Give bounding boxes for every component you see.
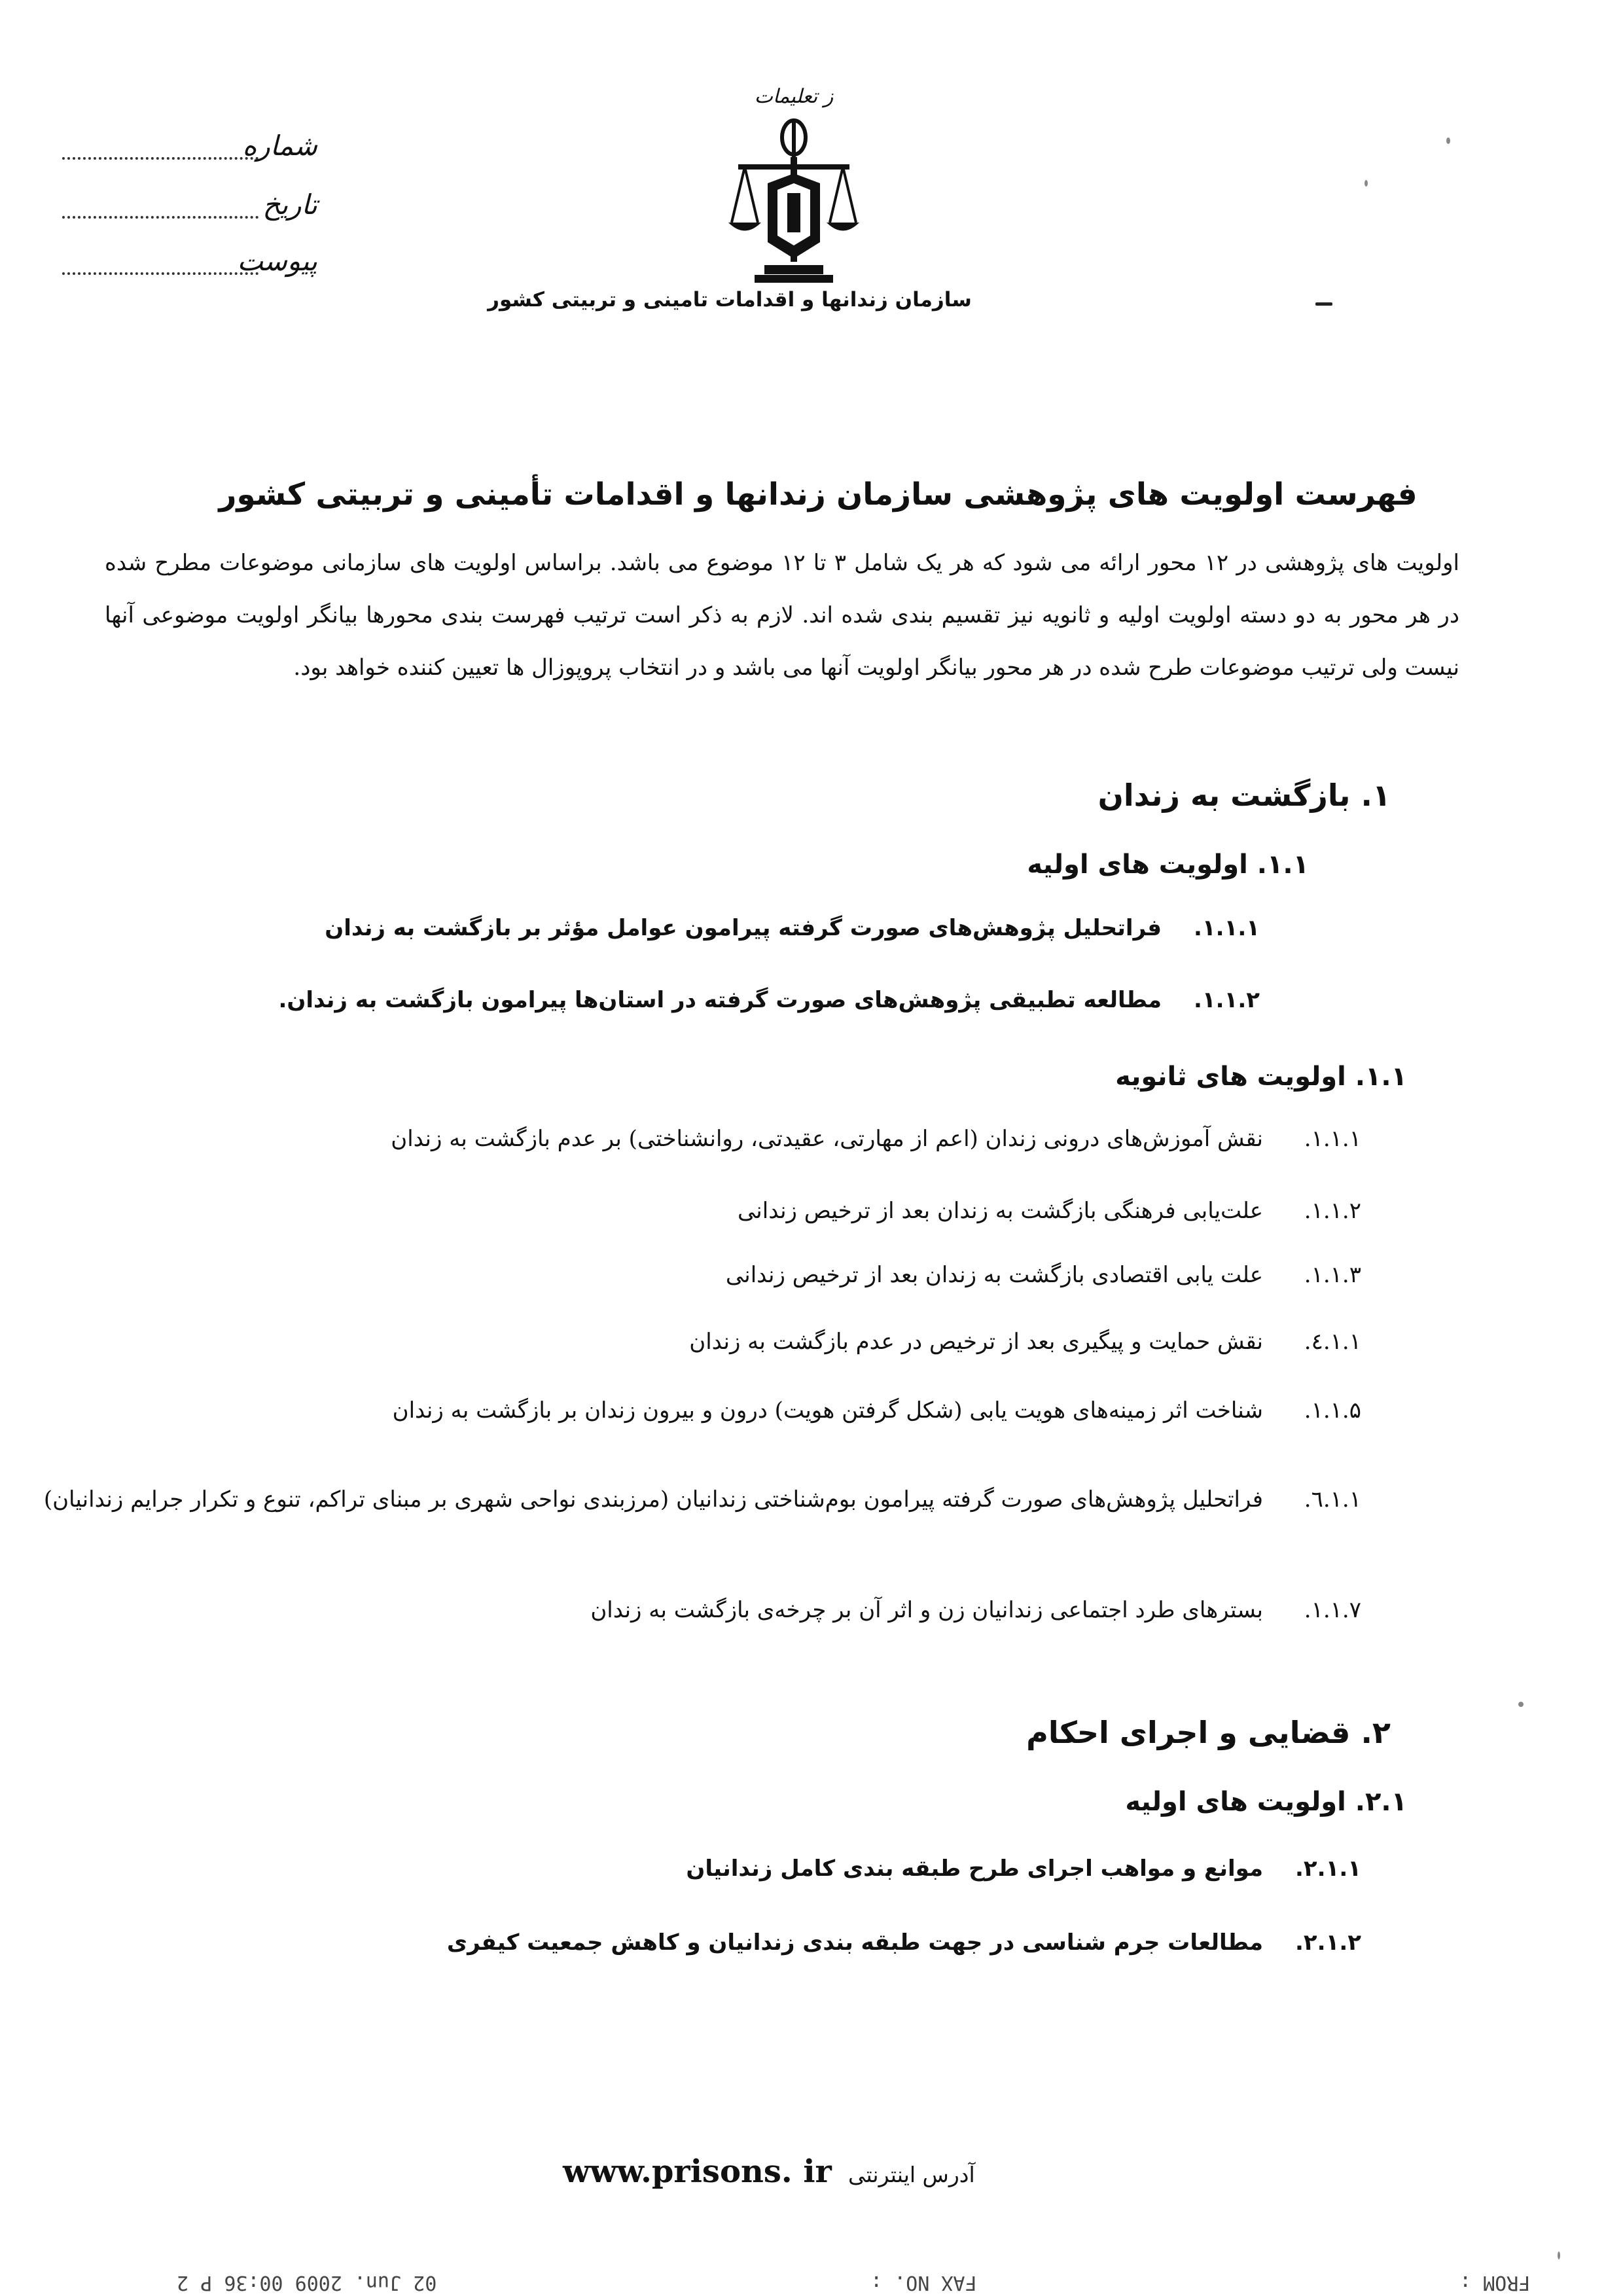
attachment-field <box>62 245 317 284</box>
web-address-label: آدرس اینترنتی <box>847 2162 975 2187</box>
item-number: ۱.۱.۲. <box>1304 1198 1361 1224</box>
section-2-heading: ۲. قضایی و اجرای احکام <box>1026 1715 1391 1750</box>
item-text: فراتحلیل پژوهش‌های صورت گرفته پیرامون بوم‌شناختی زندانیان (مرزبندی نواحی شهری بر مبنای تراکم، تنوع و تکرار جرایم زندانیان) <box>43 1486 1263 1513</box>
intro-paragraph: اولویت های پژوهشی در ۱۲ محور ارائه می شود که هر یک شامل ۳ تا ۱۲ موضوع می باشد. براساس اولویت های سازمانی موضوعات مطرح شده در هر محور به دو دسته اولویت اولیه و ثانویه نیز تقسیم بندی شده اند. لازم به ذکر است ترتیب فهرست بندی محورها بیانگر اولویت موضوعی آنها نیست ولی ترتیب موضوعات طرح شده در هر محور بیانگر اولویت آنها می باشد و در انتخاب پروپوزال ها تعیین کننده خواهد بود. <box>105 550 1459 681</box>
item-number: ۱.۱.۳. <box>1304 1262 1361 1288</box>
item-text: شناخت اثر زمینه‌های هویت یابی (شکل گرفتن هویت) درون و بیرون زندان بر بازگشت به زندان <box>392 1397 1263 1424</box>
item-number: ۲.۱.۱. <box>1294 1856 1361 1882</box>
item-text: مطالعات جرم شناسی در جهت طبقه بندی زندانیان و کاهش جمعیت کیفری <box>446 1929 1263 1956</box>
date-dotted-line <box>62 216 259 219</box>
scan-speck <box>1315 302 1332 306</box>
footer <box>563 2153 975 2190</box>
fax-datetime: 02 Jun. 2009 00:36 P 2 <box>177 2271 437 2294</box>
item-number: ۱.۱.۱. <box>1193 915 1260 941</box>
item-text: موانع و مواهب اجرای طرح طبقه بندی کامل زندانیان <box>686 1856 1263 1882</box>
section-2-primary-heading: ۲.۱. اولویت های اولیه <box>1125 1787 1407 1817</box>
emblem-motto: ز تعلیمات <box>754 85 834 108</box>
item-text: علت‌یابی فرهنگی بازگشت به زندان بعد از ترخیص زندانی <box>737 1198 1263 1224</box>
item-text: نقش حمایت و پیگیری بعد از ترخیص در عدم بازگشت به زندان <box>689 1329 1263 1355</box>
attachment-dotted-line <box>62 272 259 275</box>
section-1-primary-heading: ۱.۱. اولویت های اولیه <box>1027 850 1309 880</box>
scan-speck <box>1364 180 1368 187</box>
item-text: نقش آموزش‌های درونی زندان (اعم از مهارتی، عقیدتی، روانشناختی) بر عدم بازگشت به زندان <box>391 1126 1263 1152</box>
scan-speck <box>1446 137 1450 144</box>
list-item <box>278 987 1260 1013</box>
section-1-secondary-heading: ۱.۱. اولویت های ثانویه <box>1115 1062 1407 1092</box>
list-item <box>590 1597 1361 1623</box>
scan-speck <box>1518 1702 1524 1707</box>
item-text: علت یابی اقتصادی بازگشت به زندان بعد از ترخیص زندانی <box>725 1262 1263 1288</box>
item-number: ۱.۱.۵. <box>1304 1397 1361 1424</box>
number-field <box>62 130 317 169</box>
item-text: فراتحلیل پژوهش‌های صورت گرفته پیرامون عوامل مؤثر بر بازگشت به زندان <box>325 915 1162 941</box>
item-number: ۱.۱.۲. <box>1193 987 1260 1013</box>
item-number: ۱.۱.۷. <box>1304 1597 1361 1623</box>
document-title: فهرست اولویت های پژوهشی سازمان زندانها و اقدامات تأمینی و تربیتی کشور <box>219 476 1418 512</box>
fax-number: FAX NO. : <box>870 2271 977 2294</box>
list-item <box>325 915 1260 941</box>
organization-name: سازمان زندانها و اقدامات تامینی و تربیتی کشور <box>488 288 972 312</box>
list-item <box>391 1126 1361 1152</box>
list-item <box>26 1463 1361 1536</box>
date-field <box>62 188 317 228</box>
list-item <box>686 1856 1361 1882</box>
website-link[interactable]: www.prisons. ir <box>563 2153 832 2190</box>
item-number: ۱.۱.۱. <box>1304 1126 1361 1152</box>
judiciary-emblem-icon <box>725 85 863 288</box>
attachment-label: پیوست <box>237 245 317 277</box>
date-label: تاریخ <box>262 188 317 221</box>
list-item <box>689 1329 1361 1355</box>
item-number: ۱.۱.٤. <box>1304 1329 1361 1355</box>
list-item <box>393 1397 1361 1424</box>
fax-from: FROM : <box>1459 2271 1531 2294</box>
number-label: شماره <box>242 130 317 162</box>
list-item <box>447 1929 1361 1956</box>
item-number: ۱.۱.٦. <box>1304 1486 1361 1513</box>
item-number: ۲.۱.۲. <box>1294 1929 1361 1956</box>
list-item <box>726 1262 1361 1288</box>
section-1-heading: ۱. بازگشت به زندان <box>1097 778 1391 813</box>
item-text: مطالعه تطبیقی پژوهش‌های صورت گرفته در استان‌ها پیرامون بازگشت به زندان. <box>278 987 1162 1013</box>
number-dotted-line <box>62 157 259 160</box>
scan-speck <box>1558 2251 1560 2259</box>
list-item <box>738 1198 1361 1224</box>
item-text: بسترهای طرد اجتماعی زندانیان زن و اثر آن بر چرخه‌ی بازگشت به زندان <box>590 1597 1263 1623</box>
